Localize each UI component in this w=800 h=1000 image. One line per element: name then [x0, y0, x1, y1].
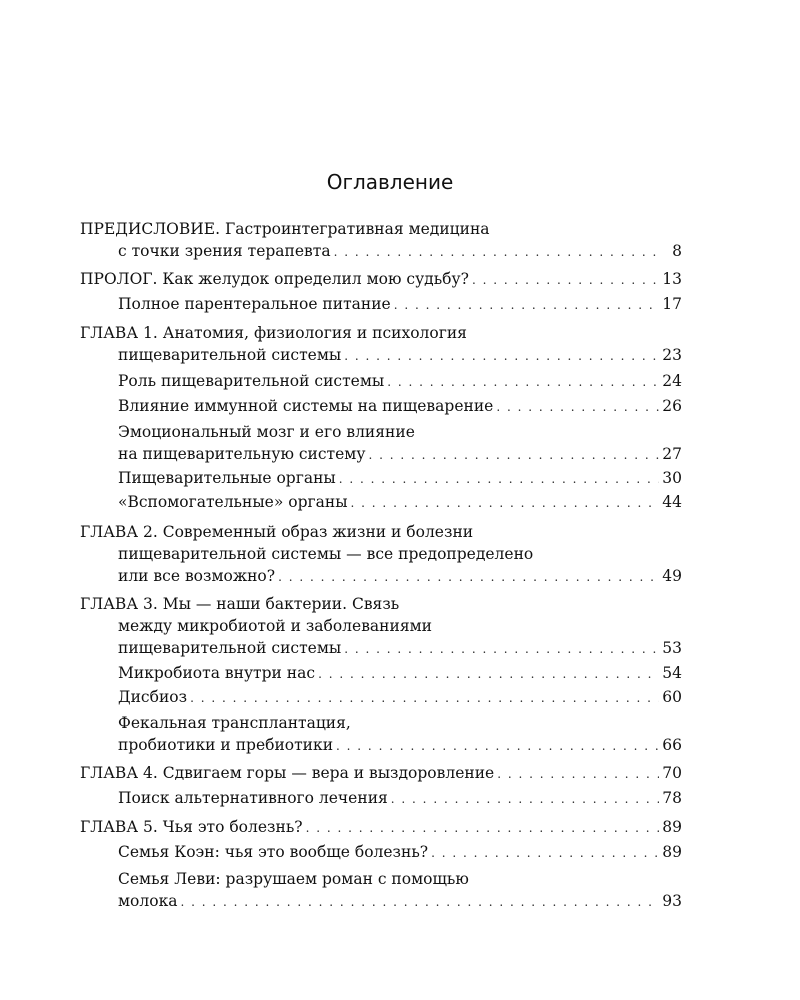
toc-entry-line: Роль пищеварительной системы [118, 372, 385, 390]
dot-leader [334, 241, 661, 263]
toc-entry-line: Микробиота внутри нас [118, 664, 316, 682]
toc-page-number: 26 [662, 397, 682, 415]
toc-entry-line: пробиотики и пребиотики [118, 736, 334, 754]
toc-entry-chapter-1 [80, 322, 682, 366]
toc-entry-section [118, 686, 682, 708]
toc-page-number: 44 [662, 493, 682, 511]
toc-entry-line: Пищеварительные органы [118, 469, 336, 487]
toc-page-number: 17 [662, 295, 682, 313]
toc-page-number: 8 [672, 242, 682, 260]
toc-page-number: 54 [662, 664, 682, 682]
dot-leader [391, 788, 659, 810]
toc-entry-line: пищеварительной системы [118, 639, 342, 657]
toc-entry-line: между микробиотой и заболеваниями [118, 617, 432, 635]
toc-page-number: 93 [662, 892, 682, 910]
toc-page-number: 78 [662, 789, 682, 807]
toc-entry-section [118, 293, 682, 315]
toc-entry-section [118, 662, 682, 684]
dot-leader [306, 817, 660, 839]
toc-entry-line: ГЛАВА 5. Чья это болезнь? [80, 818, 303, 836]
toc-page-number: 27 [662, 445, 682, 463]
dot-leader [351, 492, 660, 514]
toc-entry-section [118, 395, 682, 417]
dot-leader [472, 269, 659, 291]
toc-entry-preface [80, 218, 682, 262]
toc-entry-line: молока [118, 892, 178, 910]
dot-leader [278, 566, 659, 588]
toc-entry-section [118, 787, 682, 809]
dot-leader [318, 663, 659, 685]
toc-entry-chapter-4 [80, 762, 682, 784]
toc-entry-line: пищеварительной системы — все предопределено [118, 545, 534, 563]
toc-page-number: 13 [662, 270, 682, 288]
toc-page-number: 66 [662, 736, 682, 754]
toc-entry-section [118, 467, 682, 489]
toc-page-number: 89 [662, 843, 682, 861]
dot-leader [339, 468, 660, 490]
toc-entry-chapter-5 [80, 816, 682, 838]
dot-leader [336, 735, 659, 757]
toc-entry-line: Семья Леви: разрушаем роман с помощью [118, 870, 469, 888]
toc-entry-line: Семья Коэн: чья это вообще болезнь? [118, 843, 429, 861]
toc-page-number: 70 [662, 764, 682, 782]
toc-entry-line: Влияние иммунной системы на пищеварение [118, 397, 494, 415]
toc-entry-section [118, 712, 682, 756]
toc-entry-line: ГЛАВА 4. Сдвигаем горы — вера и выздоровление [80, 764, 495, 782]
toc-entry-line: Поиск альтернативного лечения [118, 789, 388, 807]
dot-leader [344, 345, 659, 367]
toc-entry-line: с точки зрения терапевта [118, 242, 331, 260]
toc-entry-line: ГЛАВА 1. Анатомия, физиология и психология [80, 324, 467, 342]
dot-leader [181, 891, 660, 913]
toc-page-number: 89 [662, 818, 682, 836]
toc-entry-line: ГЛАВА 2. Современный образ жизни и болезни [80, 523, 474, 541]
toc-entry-line: на пищеварительную систему [118, 445, 366, 463]
dot-leader [369, 444, 660, 466]
toc-page-number: 23 [662, 346, 682, 364]
toc-entry-line: Фекальная трансплантация, [118, 714, 351, 732]
toc-page-number: 30 [662, 469, 682, 487]
toc-page-number: 24 [662, 372, 682, 390]
page-title: Оглавление [326, 170, 454, 194]
toc-entry-line: ГЛАВА 3. Мы — наши бактерии. Связь [80, 595, 400, 613]
toc-page-number: 60 [662, 688, 682, 706]
toc-page-number: 53 [662, 639, 682, 657]
toc-entry-line: Эмоциональный мозг и его влияние [118, 423, 415, 441]
toc-entry-line: пищеварительной системы [118, 346, 342, 364]
dot-leader [190, 687, 659, 709]
dot-leader [387, 371, 659, 393]
toc-page-number: 49 [662, 567, 682, 585]
dot-leader [496, 396, 659, 418]
dot-leader [344, 638, 659, 660]
toc-entry-section [118, 868, 682, 912]
toc-entry-chapter-3 [80, 593, 682, 659]
toc-entry-line: Дисбиоз [118, 688, 188, 706]
toc-entry-prologue [80, 268, 682, 290]
toc-entry-section [118, 370, 682, 392]
dot-leader [497, 763, 659, 785]
toc-entry-line: ПРОЛОГ. Как желудок определил мою судьбу? [80, 270, 469, 288]
dot-leader [431, 842, 659, 864]
toc-entry-chapter-2 [80, 521, 682, 587]
toc-entry-section [118, 841, 682, 863]
toc-entry-line: «Вспомогательные» органы [118, 493, 348, 511]
toc-entry-section [118, 421, 682, 465]
toc-entry-line: ПРЕДИСЛОВИЕ. Гастроинтегративная медицина [80, 220, 490, 238]
toc-entry-line: или все возможно? [118, 567, 276, 585]
dot-leader [394, 294, 660, 316]
toc-entry-section [118, 491, 682, 513]
toc-entry-line: Полное парентеральное питание [118, 295, 391, 313]
